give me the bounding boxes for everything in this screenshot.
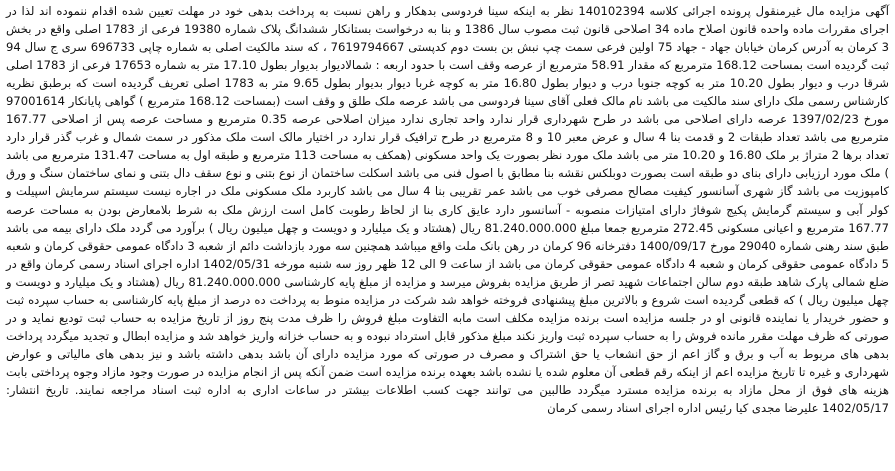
auction-notice-text: آگهی مزایده مال غیرمنقول پرونده اجرائی کلاسه 140102394 نظر به اینکه سینا فردوسی بدهکار و راهن نسبت به پرداخت بدهی خود در مهلت تعیین شده اقدام ننموده اند لذا در اجرای مقررات ماده واحده قانون اصلاح ماده 34 اصلاحی قانون ثبت مصوب سال 1386 و بنا به درخواست بستانکار ششدانگ پلاک شماره 19380 فرعی از 1783 اصلی واقع در بخش 3 کرمان به آدرس کرمان خیابان جهاد - جهاد 75 اولین فرعی سمت چپ نبش بن بست دوم کدپستی 7619794667 ، که سند مالکیت اصلی به شماره چاپی 696733 سری ج سال 94 ثبت گردیده است بمساحت 168.12 مترمربع که مقدار 58.91 مترمربع از عرصه وقف است با حدود اربعه : شمالادیوار بدیوار بطول 17.10 متر به شماره 17653 فرعی از 1783 اصلی شرقا درب و دیوار بطول 10.20 متر به کوچه جنوبا درب و دیوار بطول 16.80 متر به کوچه غربا دیوار بدیوار بطول 9.65 متر به 1783 اصلی تعریف گردیده است که برطبق نظریه کارشناس رسمی ملک دارای سند مالکیت می باشد نام مالک فعلی آقای سینا فردوسی می باشد عرصه ملک طلق و وقف است (بمساحت 168.12 مترمربع ) گواهی پایانکار 97001614 مورخ 1397/02/23 عرصه دارای اصلاحی می باشد در طرح شهرداری قرار ندارد واحد تجاری ندارد میزان اصلاحی عرصه 0.35 مترمربع و مساحت عرصه پس از اصلاحی 167.77 مترمربع می باشد تعداد طبقات 2 و قدمت بنا 4 سال و عرض معبر 10 و 8 مترمربع در طرح ترافیک قرار ندارد در اختیار مالک است ملک مذکور در سمت شمال و غرب گذر قرار دارد تعداد برها 2 متراژ بر ملک 16.80 و 10.20 متر می باشد ملک مورد نظر بصورت یک واحد مسکونی (همکف به مساحت 113 مترمربع و طبقه اول به مساحت 131.47 مترمربع می باشد ) ملک مورد ارزیابی دارای بنای دو طبقه است بصورت دوبلکس نقشه بنا مطابق با اصول فنی می باشد اسکلت ساختمان از نوع بتنی و نوع سقف دال بتنی و نمای ساختمان سنگ و ورق کامپوزیت می باشد گاز شهری آسانسور کیفیت مصالح مصرفی خوب می باشد عمر تقریبی بنا 4 سال می باشد کاربرد ملک مسکونی ملک در اجاره نیست سیستم سرمایش اسپیلت و کولر آبی و سیستم گرمایش پکیج شوفاژ دارای امتیازات منصوبه - آسانسور دارد عایق کاری بنا از لحاظ رطوبت کامل است ارزش ملک به شرط بلامعارض بودن به مساحت عرصه 167.77 مترمربع و اعیانی مسکونی 272.45 مترمربع جمعا مبلغ 81.240.000.000 ریال (هشتاد و یک میلیارد و دویست و چهل میلیون ریال ) برآورد می گردد ملک دارای بیمه می باشد طبق سند رهنی شماره 29040 مورخ 1400/09/17 دفترخانه 96 کرمان در رهن بانک ملت واقع میباشد همچنین سه مورد بازداشت دائم از شعبه 3 دادگاه عمومی حقوقی کرمان و شعبه 5 دادگاه عمومی حقوقی کرمان و شعبه 4 دادگاه عمومی حقوقی کرمان می باشد از ساعت 9 الی 12 ظهر روز سه شنبه مورخه 1402/05/31 اداره اجرای اسناد رسمی کرمان واقع در ضلع شمالی پارک شاهد طبقه دوم سالن اجتماعات شهید تصر از طریق مزایده بفروش میرسد و مزایده از مبلغ پایه کارشناسی 81.240.000.000 ریال (هشتاد و یک میلیارد و دویست و چهل میلیون ریال ) که قطعی گردیده است شروع و بالاترین مبلغ پیشنهادی فروخته خواهد شد شرکت در مزایده منوط به پرداخت ده درصد از مبلغ پایه کارشناسی به حساب سپرده ثبت و حضور خریدار یا نماینده قانونی او در جلسه مزایده است برنده مزایده مکلف است مابه التفاوت مبلغ فروش را ظرف مدت پنج روز از تاریخ مزایده به حساب ثبت تودیع نماید و در صورتی که ظرف مهلت مقرر مانده فروش را به حساب سپرده ثبت واریز نکند مبلغ مذکور قابل استرداد نبوده و به حساب خزانه واریز خواهد شد و مزایده ابطال و تجدید میگردد پرداخت بدهی های مربوط به آب و برق و گاز اعم از حق انشعاب یا حق اشتراک و مصرف در صورتی که مورد مزایده دارای آن باشد بدهی داشته باشد و نیز بدهی های مالیاتی و عوارض شهرداری و غیره تا تاریخ مزایده اعم از اینکه رقم قطعی آن معلوم شده یا نشده باشد بعهده برنده مزایده است ضمن آنکه پس از انجام مزایده در صورت وجود مازاد وجوه پرداختی بابت هزینه های فوق از محل مازاد به برنده مزایده مسترد میگردد طالبین می توانند جهت کسب اطلاعات بیشتر در ساعات اداری به اداره ثبت اسناد مراجعه نمایند. تاریخ انتشار: 1402/05/17 علیرضا مجدی کیا رئیس اداره اجرای اسناد رسمی کرمان [6,4,890,416]
